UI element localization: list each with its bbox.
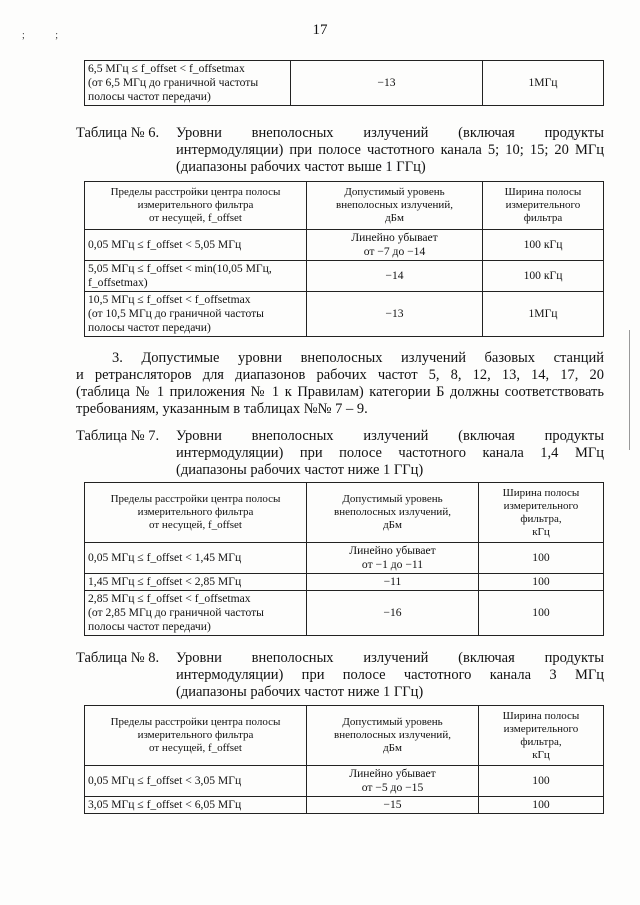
caption-line: (диапазоны рабочих частот выше 1 ГГц) (176, 159, 426, 175)
table8 (84, 705, 604, 814)
header-offset: Пределы расстройки центра полосы измерительного фильтра от несущей, f_offset (110, 716, 281, 754)
emission-level: −11 (383, 575, 402, 588)
filter-bandwidth: 100 кГц (523, 269, 563, 282)
table-row (85, 797, 604, 814)
table-header-row (85, 483, 604, 543)
table-cell (307, 797, 479, 814)
filter-bandwidth: 100 (532, 606, 550, 619)
header-level: Допустимый уровень внеполосных излучений, дБм (334, 493, 451, 531)
table8-caption-label: Таблица № 8. (76, 650, 160, 666)
offset-range: 0,05 МГц ≤ f_offset < 5,05 МГц (88, 238, 242, 251)
table7-caption (76, 428, 604, 479)
table8-caption (76, 650, 604, 701)
table-cell (85, 543, 307, 574)
filter-bandwidth: 100 кГц (523, 238, 563, 251)
offset-range: 6,5 МГц ≤ f_offset < f_offsetmax (от 6,5 МГц до граничной частоты полосы частот передачи) (88, 62, 259, 103)
table-header-cell (307, 182, 483, 230)
filter-bandwidth: 100 (532, 575, 550, 588)
filter-bandwidth: 100 (532, 551, 550, 564)
table-cell (479, 574, 604, 591)
offset-range: 3,05 МГц ≤ f_offset < 6,05 МГц (88, 798, 242, 811)
table-cell (307, 591, 479, 636)
table-cell (483, 61, 604, 106)
table-cell (85, 574, 307, 591)
emission-level: Линейно убывает от −5 до −15 (349, 767, 436, 794)
table-cell (479, 591, 604, 636)
paragraph-line: требованиям, указанным в таблицах №№ 7 – 9. (76, 401, 368, 417)
table-cell (483, 261, 604, 292)
table-header-row (85, 182, 604, 230)
table-cell (85, 61, 291, 106)
emission-level: Линейно убывает от −7 до −14 (351, 231, 438, 258)
table6 (84, 181, 604, 337)
table-cell (85, 230, 307, 261)
table-header-cell (483, 182, 604, 230)
table-header-cell (307, 483, 479, 543)
caption-line: интермодуляции) при полосе частотного канала 5; 10; 15; 20 МГц (176, 142, 604, 158)
header-bandwidth: Ширина полосы измерительного фильтра (504, 186, 582, 224)
emission-level: −14 (385, 269, 404, 282)
table-cell (307, 292, 483, 337)
header-offset: Пределы расстройки центра полосы измерительного фильтра от несущей, f_offset (110, 186, 281, 224)
table-cell (85, 261, 307, 292)
table-header-cell (85, 483, 307, 543)
header-level: Допустимый уровень внеполосных излучений, дБм (334, 716, 451, 754)
filter-bandwidth: 1МГц (528, 307, 558, 320)
caption-line: Уровни внеполосных излучений (включая продукты (176, 650, 604, 666)
table-row (85, 261, 604, 292)
page-number: 17 (312, 22, 328, 38)
emission-level: −13 (385, 307, 404, 320)
caption-line: интермодуляции) при полосе частотного канала 1,4 МГц (176, 445, 604, 461)
offset-range: 1,45 МГц ≤ f_offset < 2,85 МГц (88, 575, 242, 588)
caption-line: (диапазоны рабочих частот ниже 1 ГГц) (176, 684, 424, 700)
table-cell (479, 797, 604, 814)
offset-range: 0,05 МГц ≤ f_offset < 1,45 МГц (88, 551, 242, 564)
caption-line: Уровни внеполосных излучений (включая продукты (176, 125, 604, 141)
filter-bandwidth: 100 (532, 774, 550, 787)
margin-rule (629, 330, 630, 450)
paragraph-line: (таблица № 1 приложения № 1 к Правилам) категории Б должны соответствовать (76, 384, 604, 400)
table-header-cell (479, 706, 604, 766)
caption-line: Уровни внеполосных излучений (включая продукты (176, 428, 604, 444)
header-bandwidth: Ширина полосы измерительного фильтра, кГц (502, 709, 580, 761)
emission-level: −15 (383, 798, 402, 811)
emission-level: −16 (383, 606, 402, 619)
paragraph-line: 3. Допустимые уровни внеполосных излучений базовых станций (112, 350, 604, 366)
table-row (85, 591, 604, 636)
table-cell (85, 292, 307, 337)
table-header-cell (307, 706, 479, 766)
table-cell (307, 230, 483, 261)
table-row (85, 574, 604, 591)
filter-bandwidth: 1МГц (528, 76, 558, 89)
table-row (85, 543, 604, 574)
offset-range: 10,5 МГц ≤ f_offset < f_offsetmax (от 10,5 МГц до граничной частоты полосы частот передачи) (88, 293, 264, 334)
table-cell (479, 543, 604, 574)
offset-range: 5,05 МГц ≤ f_offset < min(10,05 МГц, f_offsetmax) (88, 262, 272, 289)
caption-line: интермодуляции) при полосе частотного канала 3 МГц (176, 667, 604, 683)
table-cell (307, 543, 479, 574)
table-cell (479, 766, 604, 797)
table-row (85, 230, 604, 261)
offset-range: 0,05 МГц ≤ f_offset < 3,05 МГц (88, 774, 242, 787)
table6-caption (76, 125, 604, 176)
table-header-cell (85, 706, 307, 766)
emission-level: Линейно убывает от −1 до −11 (349, 544, 436, 571)
table-cell (483, 230, 604, 261)
table-cell (307, 574, 479, 591)
header-bandwidth: Ширина полосы измерительного фильтра, кГц (502, 486, 580, 538)
emission-level: −13 (377, 76, 396, 89)
table-cell (307, 261, 483, 292)
header-level: Допустимый уровень внеполосных излучений, дБм (336, 186, 453, 224)
table6-caption-label: Таблица № 6. (76, 125, 160, 141)
table-row (85, 766, 604, 797)
table5-tail (84, 60, 604, 106)
table-header-row (85, 706, 604, 766)
margin-marks: ; ; (22, 30, 73, 41)
caption-line: (диапазоны рабочих частот ниже 1 ГГц) (176, 462, 424, 478)
table-cell (85, 591, 307, 636)
paragraph-3 (76, 350, 604, 418)
table-cell (307, 766, 479, 797)
table-header-cell (85, 182, 307, 230)
table7 (84, 482, 604, 636)
paragraph-line: и ретрансляторов для диапазонов рабочих частот 5, 8, 12, 13, 14, 17, 20 (76, 367, 604, 383)
table-cell (85, 797, 307, 814)
offset-range: 2,85 МГц ≤ f_offset < f_offsetmax (от 2,85 МГц до граничной частоты полосы частот передачи) (88, 592, 264, 633)
filter-bandwidth: 100 (532, 798, 550, 811)
table-cell (85, 766, 307, 797)
table7-caption-label: Таблица № 7. (76, 428, 160, 444)
header-offset: Пределы расстройки центра полосы измерительного фильтра от несущей, f_offset (110, 493, 281, 531)
table-cell (483, 292, 604, 337)
table-cell (291, 61, 483, 106)
table-row (85, 292, 604, 337)
table-header-cell (479, 483, 604, 543)
table-row (85, 61, 604, 106)
